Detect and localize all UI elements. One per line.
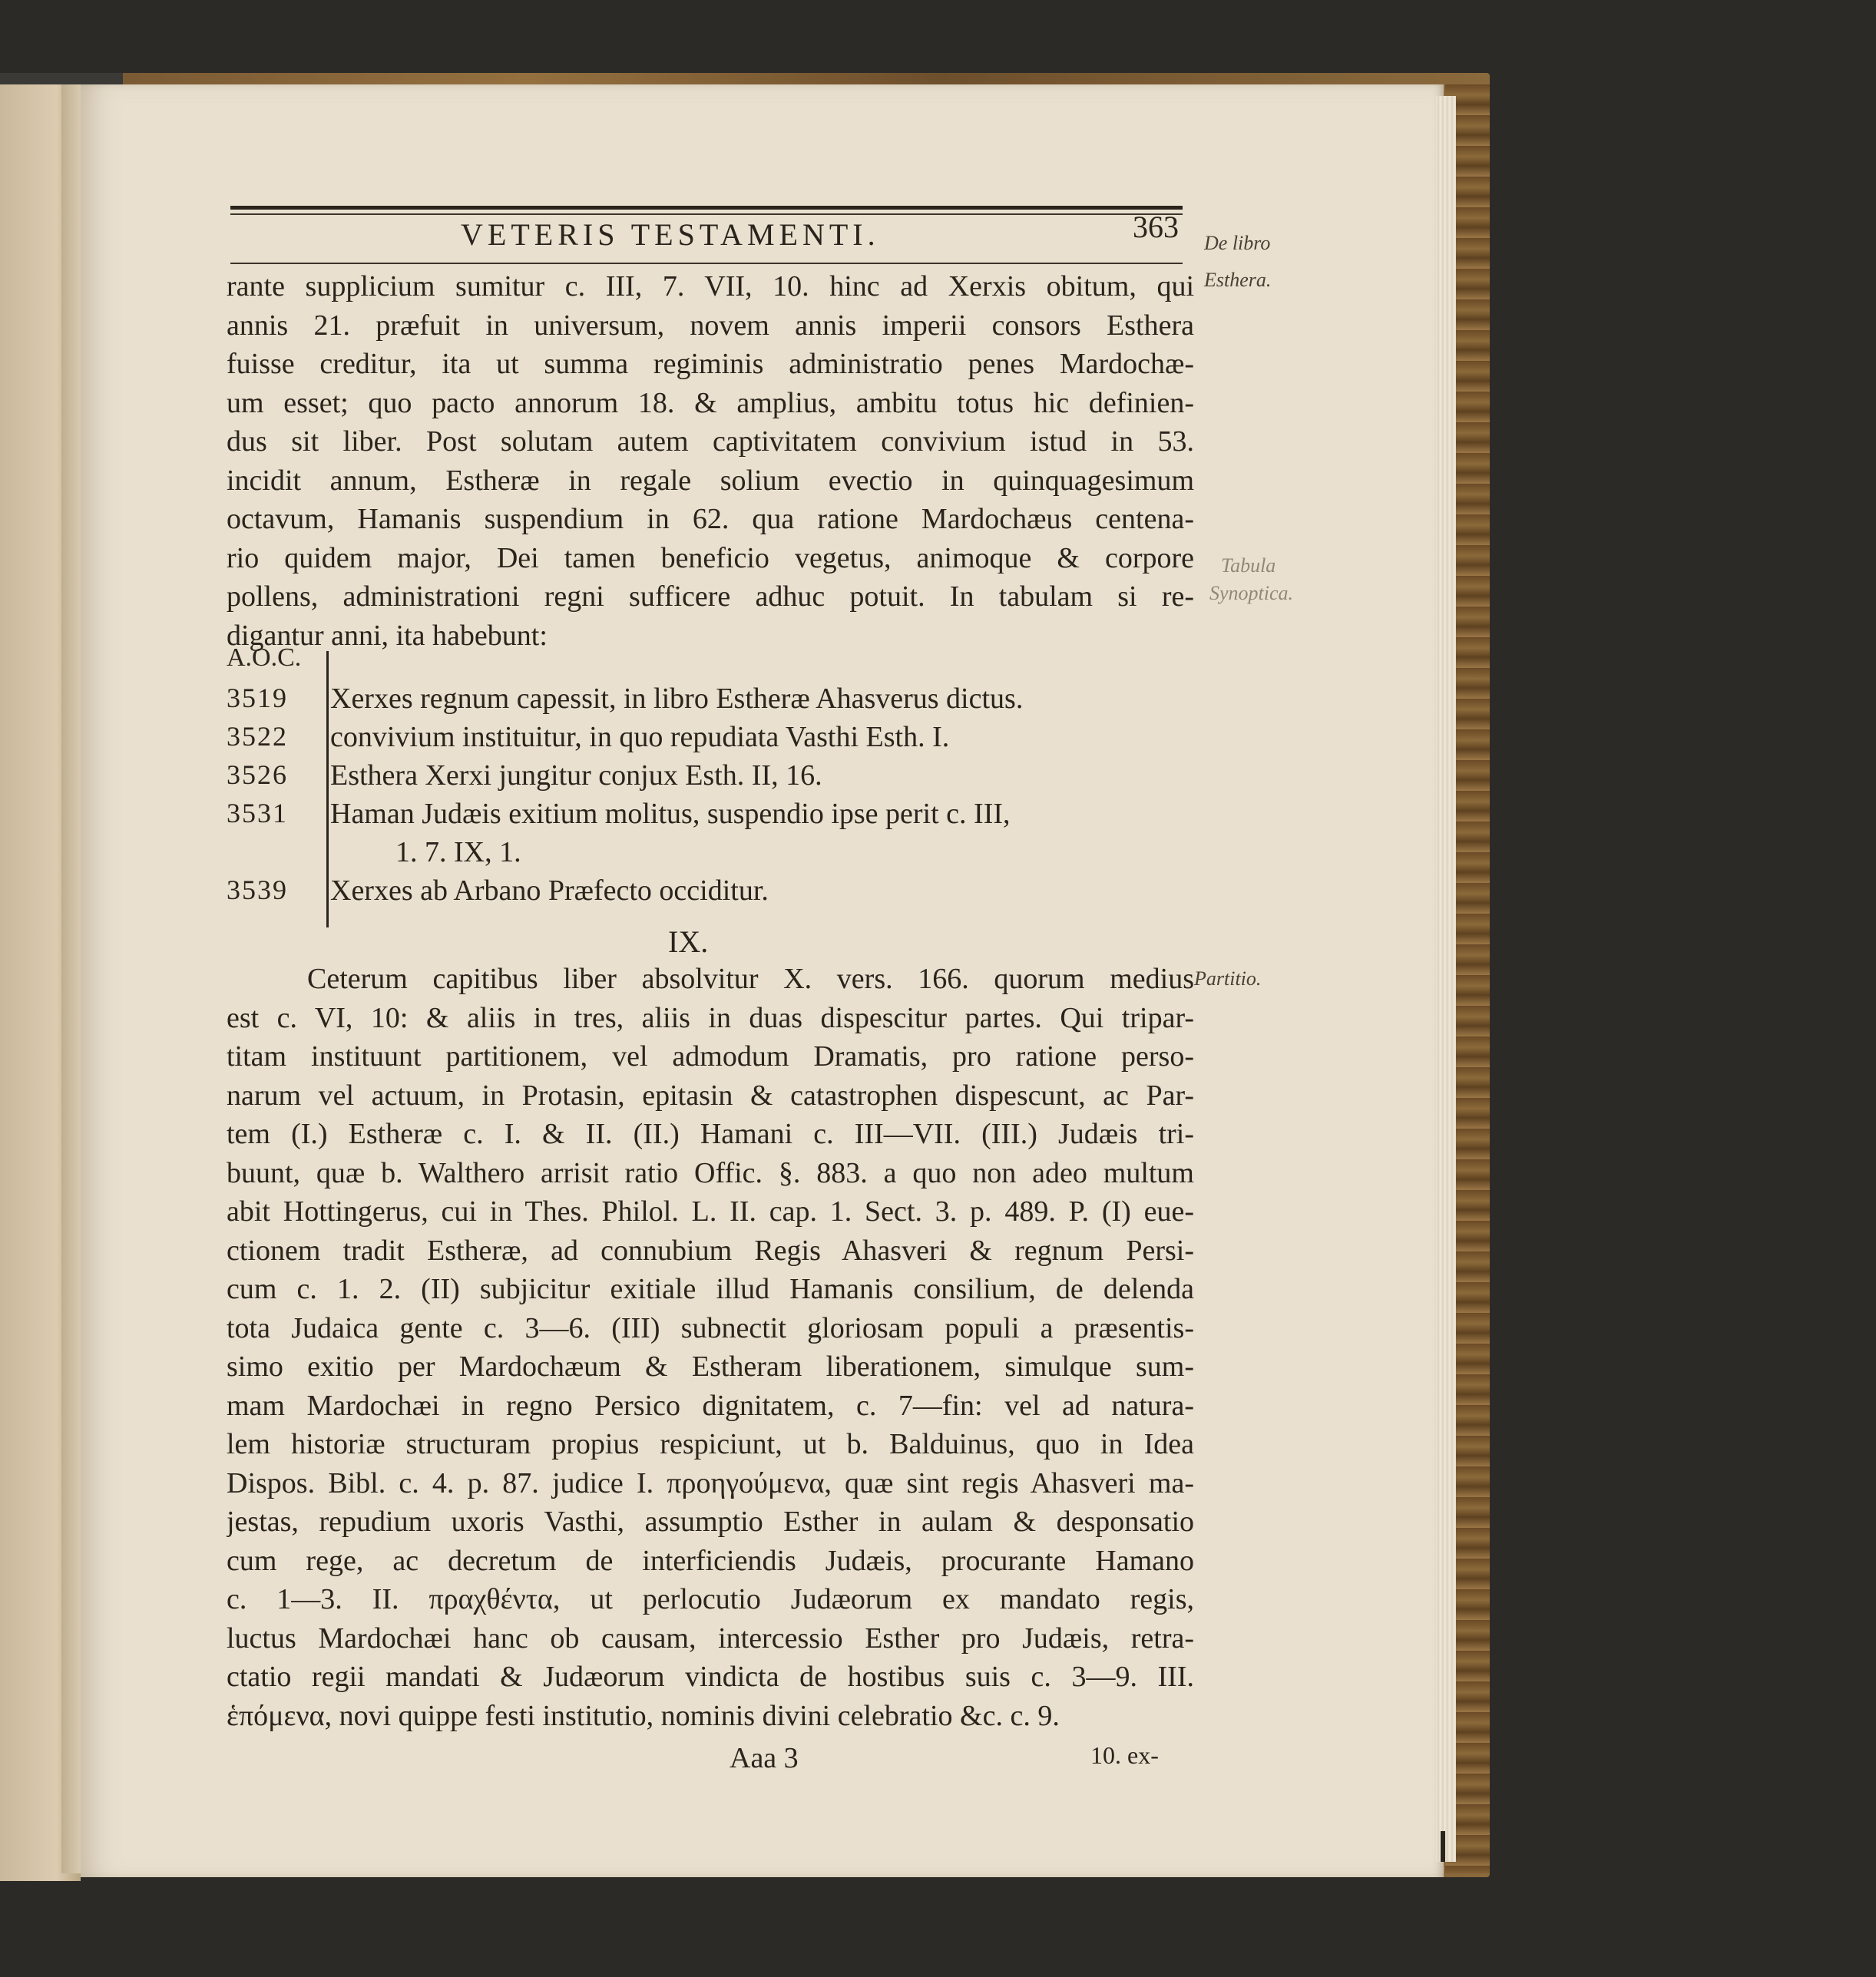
margin-note-de-libro: De libro [1204,232,1271,254]
text-line: tem (I.) Estheræ c. I. & II. (II.) Hamani c. III—VII. (III.) Judæis tri- [227,1118,1194,1150]
table-header-aoc: A.O.C. [227,643,302,672]
paragraph-1 [227,267,1194,655]
head-rule-under [230,263,1183,264]
table-event: 1. 7. IX, 1. [395,836,521,868]
margin-note-tabula: Tabula [1221,554,1276,577]
margin-note-synoptica: Synoptica. [1209,582,1294,604]
text-line: ctatio regii mandati & Judæorum vindicta de hostibus suis c. 3—9. III. [227,1661,1194,1693]
section-number: IX. [668,924,709,959]
text-line: luctus Mardochæi hanc ob causam, intercessio Esther pro Judæis, retra- [227,1622,1194,1655]
text-line: cum c. 1. 2. (II) subjicitur exitiale illud Hamanis consilium, de delenda [227,1273,1194,1305]
text-line: c. 1—3. II. πραχθέντα, ut perlocutio Judæorum ex mandato regis, [227,1583,1194,1615]
text-line: buunt, quæ b. Walthero arrisit ratio Offic. §. 883. a quo non adeo multum [227,1156,1194,1189]
text-line: est c. VI, 10: & aliis in tres, aliis in duas dispescitur partes. Qui tripar- [227,1001,1194,1034]
edge-tab-mark [1441,1831,1445,1862]
text-line: incidit annum, Estheræ in regale solium evectio in quinquagesimum [227,464,1194,497]
text-line: ἑπόμενα, novi quippe festi institutio, nominis divini celebratio &c. c. 9. [227,1699,1060,1732]
text-line: tota Judaica gente c. 3—6. (III) subnectit gloriosam populi a præsentis- [227,1311,1194,1344]
text-line: lem historiæ structuram propius respiciunt, ut b. Balduinus, quo in Idea [227,1428,1194,1460]
running-head-title: VETERIS TESTAMENTI. [461,217,880,252]
table-year: 3519 [227,683,288,713]
margin-note-esthera: Esthera. [1204,269,1272,291]
text-line: digantur anni, ita habebunt: [227,619,548,652]
text-line: cum rege, ac decretum de interficiendis Judæis, procurante Hamano [227,1544,1194,1577]
text-line: um esset; quo pacto annorum 18. & amplius, ambitu totus hic definien- [227,386,1194,419]
paragraph-2 [227,960,1194,1735]
text-line: ctionem tradit Estheræ, ad connubium Regis Ahasveri & regnum Persi- [227,1234,1194,1267]
table-year: 3522 [227,721,288,752]
text-line: pollens, administrationi regni sufficere adhuc potuit. In tabulam si re- [227,580,1194,613]
text-line: rante supplicium sumitur c. III, 7. VII, 10. hinc ad Xerxis obitum, qui [227,270,1194,303]
text-line: rio quidem major, Dei tamen beneficio vegetus, animoque & corpore [227,541,1194,574]
text-line: mam Mardochæi in regno Persico dignitatem, c. 7—fin: vel ad natura- [227,1389,1194,1422]
text-line: titam instituunt partitionem, vel admodum Dramatis, pro ratione perso- [227,1040,1194,1073]
text-line: jestas, repudium uxoris Vasthi, assumptio Esther in aulam & desponsatio [227,1506,1194,1538]
text-line: annis 21. præfuit in universum, novem annis imperii consors Esthera [227,309,1194,342]
catchword: 10. ex- [1090,1741,1159,1769]
table-vertical-rule [326,651,329,927]
page-number: 363 [1133,210,1179,244]
table-event: Haman Judæis exitium molitus, suspendio ipse perit c. III, [330,798,1011,830]
text-line: octavum, Hamanis suspendium in 62. qua ratione Mardochæus centena- [227,503,1194,535]
text-line: Dispos. Bibl. c. 4. p. 87. judice I. προηγούμενα, quæ sint regis Ahasveri ma- [227,1466,1194,1499]
table-year: 3531 [227,798,288,828]
table-event: Esthera Xerxi jungitur conjux Esth. II, 16. [330,759,822,792]
table-year: 3539 [227,874,288,905]
table-year: 3526 [227,759,288,790]
text-line: dus sit liber. Post solutam autem captivitatem convivium istud in 53. [227,425,1194,458]
table-event: convivium instituitur, in quo repudiata Vasthi Esth. I. [330,721,950,753]
page-stack-edge [1436,96,1456,1862]
text-line: abit Hottingerus, cui in Thes. Philol. L. II. cap. 1. Sect. 3. p. 489. P. (I) eue- [227,1195,1194,1228]
table-event: Xerxes ab Arbano Præfecto occiditur. [330,874,769,907]
text-line: narum vel actuum, in Protasin, epitasin & catastrophen dispescunt, ac Par- [227,1079,1194,1112]
signature-mark: Aaa 3 [730,1742,799,1774]
margin-note-partitio: Partitio. [1194,967,1262,990]
table-event: Xerxes regnum capessit, in libro Estheræ Ahasverus dictus. [330,683,1024,715]
text-line: fuisse creditur, ita ut summa regiminis administratio penes Mardochæ- [227,348,1194,380]
head-rule-thin [230,213,1183,215]
text-line: simo exitio per Mardochæum & Estheram liberationem, simulque sum- [227,1351,1194,1383]
head-rule-thick [230,206,1183,210]
text-line: Ceterum capitibus liber absolvitur X. vers. 166. quorum medius [307,963,1194,995]
